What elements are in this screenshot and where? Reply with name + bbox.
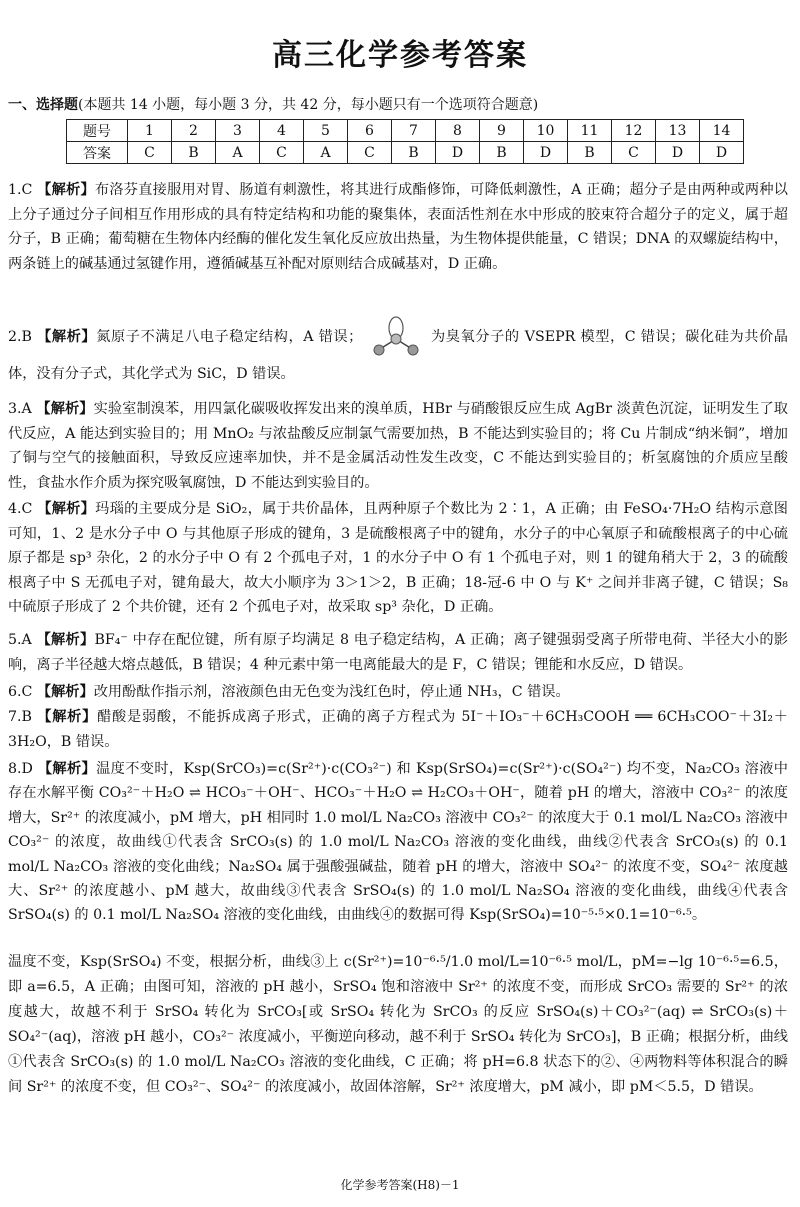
question-head: 2.B <box>8 329 32 345</box>
explanation-text: 实验室制溴苯，用四氯化碳吸收挥发出来的溴单质，HBr 与硝酸银反应生成 AgBr 淡黄色沉淀，证明发生了取代反应，A 能达到实验目的；用 MnO₂ 与浓盐酸反应制氯气需要加热，B 不能达到实验目的；将 Cu 片制成“纳米铜”，增加了铜与空气的接触面积，导致反应速率加快，并不是金属活动性发生改变，C 不能达到实验目的；析氢腐蚀的介质应呈酸性，食盐水作介质为探究吸氧腐蚀，D 不能达到实验目的。 <box>8 401 788 491</box>
explanation-5 <box>8 628 788 677</box>
explain-tag: 【解析】 <box>37 761 97 777</box>
answer-cell: C <box>612 142 656 164</box>
answer-cell: D <box>656 142 700 164</box>
answer-row <box>67 142 744 164</box>
explanation-2 <box>8 315 788 389</box>
question-number-cell: 8 <box>436 120 480 142</box>
question-head: 7.B <box>8 709 32 725</box>
question-number-cell: 13 <box>656 120 700 142</box>
explanation-text: 布洛芬直接服用对胃、肠道有刺激性，将其进行成酯修饰，可降低刺激性，A 正确；超分子是由两种或两种以上分子通过分子间相互作用形成的具有特定结构和功能的聚集体，表面活性剂在水中形成的胶束符合超分子的定义，属于超分子，B 正确；葡萄糖在生物体内经酶的催化发生氧化反应放出热量，为生物体提供能量，C 错误；DNA 的双螺旋结构中，两条链上的碱基通过氢键作用，遵循碱基互补配对原则结合成碱基对，D 正确。 <box>8 182 788 272</box>
section-note: (本题共 14 小题，每小题 3 分，共 42 分，每小题只有一个选项符合题意) <box>78 97 539 113</box>
answer-cell: B <box>568 142 612 164</box>
answer-cell: C <box>348 142 392 164</box>
explanation-text: 玛瑙的主要成分是 SiO₂，属于共价晶体，且两种原子个数比为 2∶1，A 正确；由 FeSO₄·7H₂O 结构示意图可知，1、2 是水分子中 O 与其他原子形成的键角，3 是硫酸根离子中的键角，水分子的中心氧原子和硫酸根离子的中心硫原子都是 sp³ 杂化，2 的水分子中 O 有 2 个孤电子对，1 的水分子中 O 有 1 个孤电子对，则 1 的键角稍大于 2，3 的硫酸根离子中 S 无孤电子对，键角最大，故大小顺序为 3＞1＞2，B 正确；18-冠-6 中 O 与 K⁺ 之间并非离子键，C 错误；S₈ 中硫原子形成了 2 个共价键，还有 2 个孤电子对，故采取 sp³ 杂化，D 正确。 <box>8 501 788 615</box>
explanation-8 <box>8 757 788 928</box>
answer-cell: D <box>436 142 480 164</box>
explanation-text-b: 温度不变，Ksp(SrSO₄) 不变，根据分析，曲线③上 c(Sr²⁺)=10⁻⁶·⁵/1.0 mol/L=10⁻⁶·⁵ mol/L，pM=−lg 10⁻⁶·⁵=6.5，即 a=6.5，A 正确；由图可知，溶液的 pH 越小，SrSO₄ 饱和溶液中 Sr²⁺ 的浓度不变，而形成 SrCO₃ 需要的 Sr²⁺ 的浓度越大，故越不利于 SrSO₄ 转化为 SrCO₃[或 SrSO₄ 转化为 SrCO₃ 的反应 SrSO₄(s)＋CO₃²⁻(aq) ⇌ SrCO₃(s)＋SO₄²⁻(aq)，溶液 pH 越小，CO₃²⁻ 浓度减小，平衡逆向移动，越不利于 SrSO₄ 转化为 SrCO₃]，B 正确；根据分析，曲线①代表含 SrCO₃(s) 的 1.0 mol/L Na₂CO₃ 溶液的变化曲线，C 正确；将 pH=6.8 状态下的②、④两物料等体积混合的瞬间 Sr²⁺ 的浓度不变，但 CO₃²⁻、SO₄²⁻ 的浓度减小，故固体溶解，Sr²⁺ 浓度增大，pM 减小，即 pM＜5.5，D 错误。 <box>8 954 788 1095</box>
answer-cell: C <box>260 142 304 164</box>
explain-tag: 【解析】 <box>36 401 94 417</box>
page-title: 高三化学参考答案 <box>272 38 528 73</box>
question-head: 4.C <box>8 501 33 517</box>
question-number-cell: 3 <box>216 120 260 142</box>
question-head: 3.A <box>8 401 32 417</box>
explanation-8-continued <box>8 950 788 1100</box>
answer-table <box>66 119 744 164</box>
ozone-vsepr-model-image <box>368 315 424 359</box>
explanation-text: 改用酚酞作指示剂，溶液颜色由无色变为浅红色时，停止通 NH₃，C 错误。 <box>93 684 570 700</box>
answer-cell: D <box>524 142 568 164</box>
question-number-cell: 6 <box>348 120 392 142</box>
answer-cell: C <box>128 142 172 164</box>
explanation-6 <box>8 680 788 705</box>
question-number-cell: 7 <box>392 120 436 142</box>
question-number-cell: 10 <box>524 120 568 142</box>
question-number-cell: 9 <box>480 120 524 142</box>
answer-cell: A <box>216 142 260 164</box>
question-number-cell: 5 <box>304 120 348 142</box>
question-number-row <box>67 120 744 142</box>
explanation-text-a: 温度不变时，Ksp(SrCO₃)=c(Sr²⁺)·c(CO₃²⁻) 和 Ksp(SrSO₄)=c(Sr²⁺)·c(SO₄²⁻) 均不变，Na₂CO₃ 溶液中存在水解平衡 CO₃²⁻＋H₂O ⇌ HCO₃⁻＋OH⁻、HCO₃⁻＋H₂O ⇌ H₂CO₃＋OH⁻，随着 pH 的增大，溶液中 CO₃²⁻ 的浓度增大，Sr²⁺ 的浓度减小，pM 增大，pH 相同时 1.0 mol/L Na₂CO₃ 溶液中 CO₃²⁻ 的浓度大于 0.1 mol/L Na₂CO₃ 溶液中 CO₃²⁻ 的浓度，故曲线①代表含 SrCO₃(s) 的 1.0 mol/L Na₂CO₃ 溶液的变化曲线，曲线②代表含 SrCO₃(s) 的 0.1 mol/L Na₂CO₃ 溶液的变化曲线；Na₂SO₄ 属于强酸强碱盐，随着 pH 的增大，溶液中 SO₄²⁻ 的浓度不变，SO₄²⁻ 浓度越大、Sr²⁺ 的浓度越小、pM 越大，故曲线③代表含 SrSO₄(s) 的 1.0 mol/L Na₂SO₄ 溶液的变化曲线，曲线④代表含 SrSO₄(s) 的 0.1 mol/L Na₂SO₄ 溶液的变化曲线，由曲线④的数据可得 Ksp(SrSO₄)=10⁻⁵·⁵×0.1=10⁻⁶·⁵。 <box>8 761 788 924</box>
answer-cell: B <box>172 142 216 164</box>
answer-cell: D <box>700 142 744 164</box>
question-head: 6.C <box>8 684 33 700</box>
row-label-answer: 答案 <box>67 142 128 164</box>
row-label-number: 题号 <box>67 120 128 142</box>
explain-tag: 【解析】 <box>36 684 94 700</box>
question-number-cell: 11 <box>568 120 612 142</box>
question-number-cell: 1 <box>128 120 172 142</box>
explain-tag: 【解析】 <box>37 501 96 517</box>
section-label: 一、选择题 <box>8 97 78 113</box>
question-head: 5.A <box>8 632 32 648</box>
explanation-text-b: 为臭氧分子的 VSEPR 模型，C 错误；碳化硅为共价晶体，没有分子式，其化学式为 SiC，D 错误。 <box>8 329 788 382</box>
explanation-text-a: 氮原子不满足八电子稳定结构，A 错误； <box>96 329 363 345</box>
question-number-cell: 4 <box>260 120 304 142</box>
answer-cell: B <box>392 142 436 164</box>
explanation-3 <box>8 397 788 495</box>
explanation-text: BF₄⁻ 中存在配位键，所有原子均满足 8 电子稳定结构，A 正确；离子键强弱受离子所带电荷、半径大小的影响，离子半径越大熔点越低，B 错误；4 种元素中第一电离能最大的是 F，C 错误；锂能和水反应，D 错误。 <box>8 632 788 673</box>
question-head: 1.C <box>8 182 33 198</box>
answer-cell: B <box>480 142 524 164</box>
question-number-cell: 12 <box>612 120 656 142</box>
question-number-cell: 14 <box>700 120 744 142</box>
question-head: 8.D <box>8 761 33 777</box>
explain-tag: 【解析】 <box>37 709 98 725</box>
explain-tag: 【解析】 <box>37 329 97 345</box>
answer-cell: A <box>304 142 348 164</box>
question-number-cell: 2 <box>172 120 216 142</box>
section-heading <box>8 94 538 114</box>
explain-tag: 【解析】 <box>37 182 95 198</box>
explanation-7 <box>8 705 788 754</box>
page-footer: 化学参考答案(H8)－1 <box>340 1178 460 1192</box>
explain-tag: 【解析】 <box>36 632 95 648</box>
explanation-4 <box>8 497 788 620</box>
explanation-1 <box>8 178 788 276</box>
explanation-text: 醋酸是弱酸，不能拆成离子形式，正确的离子方程式为 5I⁻＋IO₃⁻＋6CH₃COOH ══ 6CH₃COO⁻＋3I₂＋3H₂O，B 错误。 <box>8 709 788 750</box>
